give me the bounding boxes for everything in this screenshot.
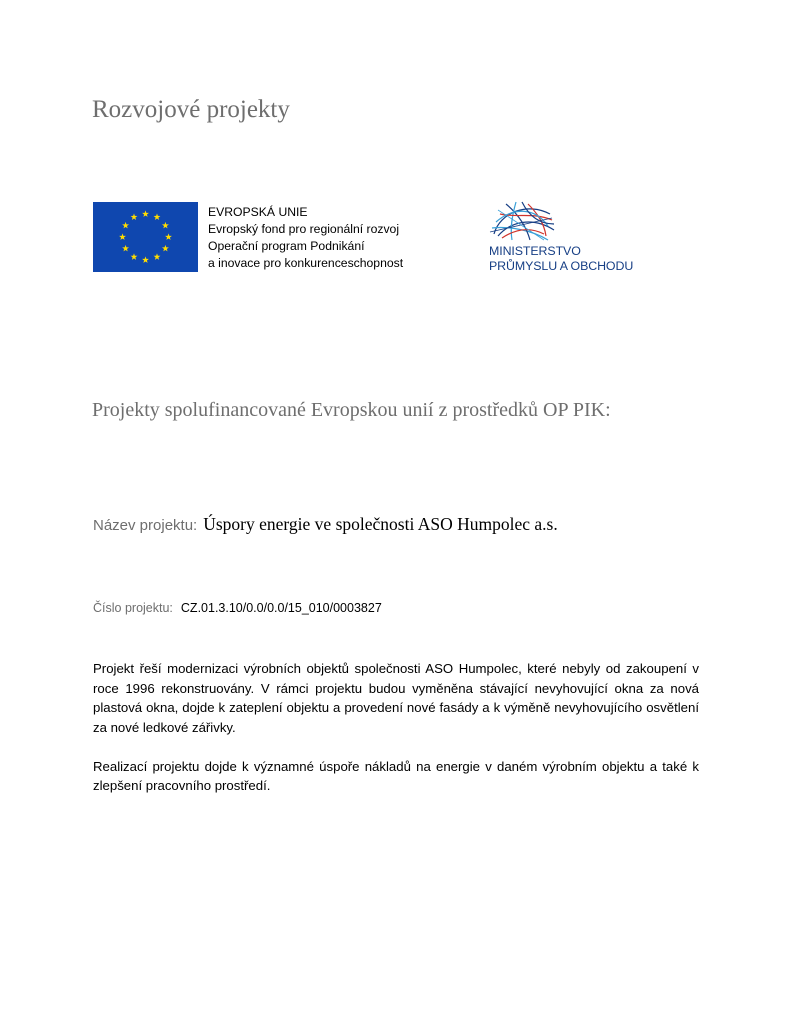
mpo-logo-line: MINISTERSTVO [489,244,581,258]
project-number-row [93,601,382,615]
project-name-value: Úspory energie ve společnosti ASO Humpolec a.s. [203,514,558,534]
description-paragraph: Projekt řeší modernizaci výrobních objektů společnosti ASO Humpolec, které nebyly od zakoupení v roce 1996 rekonstruovány. V rámci projektu budou vyměněna stávající nevyhovující okna za nová plastová okna, dojde k zateplení objektu a provedení nové fasády a k výměně nevyhovujícího osvětlení za nové ledkové zářivky. [93,661,699,735]
eu-logo-line: Operační program Podnikání [208,239,365,253]
page-title: Rozvojové projekty [92,96,290,123]
project-name-label: Název projektu: [93,517,198,534]
project-number-label: Číslo projektu: [93,601,173,615]
mpo-logo-text [489,244,633,273]
eu-logo-line: a inovace pro konkurenceschopnost [208,256,404,270]
mpo-logo-line: PRŮMYSLU A OBCHODU [489,258,634,273]
eu-logo-line: Evropský fond pro regionální rozvoj [208,222,400,236]
eu-flag-icon [93,202,198,272]
eu-logo-line: EVROPSKÁ UNIE [208,205,308,219]
project-name-row [93,514,558,535]
description-paragraph: Realizací projektu dojde k významné úspoře nákladů na energie v daném výrobním objektu a také k zlepšení pracovního prostředí. [93,758,699,793]
section-subtitle: Projekty spolufinancované Evropskou unií z prostředků OP PIK: [92,399,611,421]
eu-logo-text [208,204,403,272]
project-description [93,659,699,815]
project-number-value: CZ.01.3.10/0.0/0.0/15_010/0003827 [180,601,382,615]
